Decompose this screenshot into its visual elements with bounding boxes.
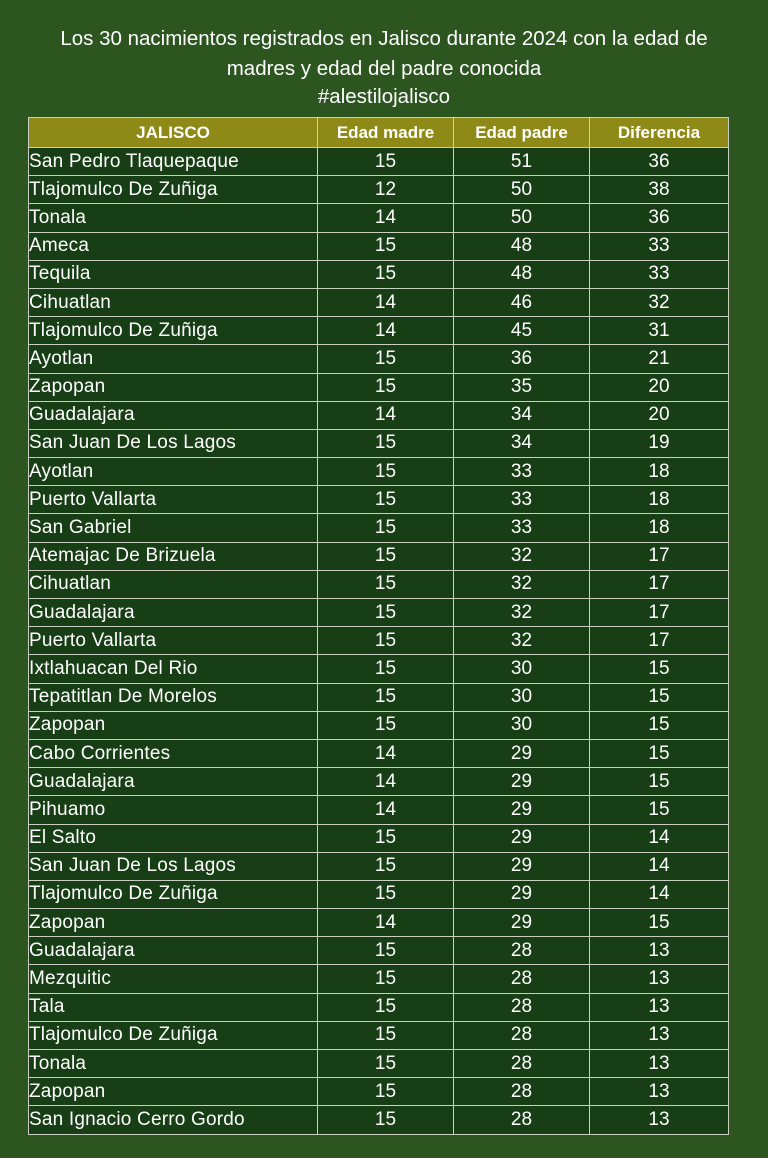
table-row [29,232,729,260]
cell-municipio: Zapopan [29,373,318,401]
cell-edad-madre: 15 [318,148,454,176]
cell-diferencia: 15 [590,711,729,739]
cell-municipio: Ayotlan [29,458,318,486]
cell-edad-madre: 15 [318,232,454,260]
cell-edad-padre: 29 [454,880,590,908]
cell-diferencia: 19 [590,429,729,457]
births-table [28,117,729,1135]
cell-municipio: Tepatitlan De Morelos [29,683,318,711]
cell-diferencia: 15 [590,683,729,711]
cell-edad-padre: 28 [454,937,590,965]
cell-edad-madre: 15 [318,711,454,739]
cell-diferencia: 13 [590,1021,729,1049]
cell-municipio: Tonala [29,204,318,232]
cell-diferencia: 20 [590,373,729,401]
table-row [29,627,729,655]
table-row [29,880,729,908]
cell-edad-padre: 50 [454,204,590,232]
cell-edad-padre: 34 [454,429,590,457]
cell-municipio: Zapopan [29,1078,318,1106]
cell-municipio: Tlajomulco De Zuñiga [29,1021,318,1049]
cell-diferencia: 18 [590,514,729,542]
cell-municipio: Guadalajara [29,599,318,627]
cell-diferencia: 14 [590,824,729,852]
cell-municipio: Cihuatlan [29,288,318,316]
table-row [29,260,729,288]
cell-municipio: Ixtlahuacan Del Rio [29,655,318,683]
cell-edad-padre: 32 [454,542,590,570]
cell-edad-madre: 12 [318,176,454,204]
cell-municipio: Tequila [29,260,318,288]
header-edad-padre: Edad padre [454,118,590,148]
cell-municipio: Mezquitic [29,965,318,993]
cell-diferencia: 14 [590,852,729,880]
cell-edad-madre: 14 [318,909,454,937]
cell-municipio: Tlajomulco De Zuñiga [29,317,318,345]
table-row [29,204,729,232]
cell-edad-padre: 28 [454,1050,590,1078]
cell-edad-madre: 15 [318,570,454,598]
cell-municipio: Cabo Corrientes [29,739,318,767]
cell-edad-madre: 15 [318,627,454,655]
cell-edad-madre: 15 [318,683,454,711]
cell-edad-padre: 29 [454,796,590,824]
cell-diferencia: 17 [590,599,729,627]
cell-edad-padre: 34 [454,401,590,429]
table-row [29,542,729,570]
cell-diferencia: 21 [590,345,729,373]
table-row [29,796,729,824]
cell-municipio: San Ignacio Cerro Gordo [29,1106,318,1134]
cell-diferencia: 33 [590,232,729,260]
table-row [29,486,729,514]
cell-diferencia: 15 [590,739,729,767]
cell-municipio: Guadalajara [29,937,318,965]
cell-municipio: San Gabriel [29,514,318,542]
cell-edad-madre: 15 [318,852,454,880]
cell-edad-padre: 28 [454,1021,590,1049]
cell-municipio: Cihuatlan [29,570,318,598]
table-row [29,993,729,1021]
cell-edad-madre: 15 [318,655,454,683]
cell-edad-madre: 15 [318,993,454,1021]
cell-edad-madre: 15 [318,965,454,993]
table-row [29,655,729,683]
cell-diferencia: 15 [590,796,729,824]
header-edad-madre: Edad madre [318,118,454,148]
cell-municipio: San Pedro Tlaquepaque [29,148,318,176]
table-row [29,1106,729,1134]
header-jalisco: JALISCO [29,118,318,148]
cell-edad-madre: 15 [318,599,454,627]
cell-diferencia: 17 [590,627,729,655]
cell-edad-padre: 28 [454,965,590,993]
cell-diferencia: 15 [590,768,729,796]
cell-diferencia: 14 [590,880,729,908]
header-row [29,118,729,148]
cell-edad-madre: 15 [318,1106,454,1134]
table-row [29,148,729,176]
table-row [29,458,729,486]
cell-edad-madre: 15 [318,486,454,514]
cell-edad-padre: 51 [454,148,590,176]
cell-edad-padre: 48 [454,260,590,288]
cell-edad-padre: 32 [454,627,590,655]
table-row [29,1050,729,1078]
cell-edad-padre: 45 [454,317,590,345]
cell-edad-madre: 15 [318,1050,454,1078]
cell-edad-padre: 35 [454,373,590,401]
cell-edad-padre: 29 [454,824,590,852]
cell-diferencia: 36 [590,204,729,232]
cell-edad-madre: 15 [318,937,454,965]
cell-diferencia: 20 [590,401,729,429]
hashtag: #alestilojalisco [317,85,451,108]
cell-municipio: Atemajac De Brizuela [29,542,318,570]
table-row [29,599,729,627]
cell-municipio: Tlajomulco De Zuñiga [29,176,318,204]
cell-diferencia: 13 [590,937,729,965]
cell-municipio: Puerto Vallarta [29,627,318,655]
cell-diferencia: 32 [590,288,729,316]
title-line-2: madres y edad del padre conocida [226,57,542,80]
cell-diferencia: 15 [590,655,729,683]
title-block [0,24,768,110]
cell-edad-madre: 14 [318,768,454,796]
cell-edad-padre: 29 [454,909,590,937]
cell-edad-padre: 32 [454,599,590,627]
table-row [29,514,729,542]
cell-diferencia: 18 [590,458,729,486]
table-row [29,909,729,937]
cell-diferencia: 15 [590,909,729,937]
table-row [29,739,729,767]
header-diferencia: Diferencia [590,118,729,148]
cell-municipio: Guadalajara [29,768,318,796]
cell-edad-padre: 29 [454,852,590,880]
cell-diferencia: 13 [590,965,729,993]
cell-edad-madre: 14 [318,317,454,345]
cell-diferencia: 13 [590,1078,729,1106]
cell-edad-padre: 33 [454,486,590,514]
cell-edad-padre: 30 [454,683,590,711]
cell-diferencia: 18 [590,486,729,514]
table-row [29,852,729,880]
cell-edad-padre: 33 [454,458,590,486]
table-row [29,570,729,598]
table-row [29,1078,729,1106]
cell-edad-padre: 33 [454,514,590,542]
cell-edad-madre: 14 [318,796,454,824]
cell-edad-madre: 15 [318,880,454,908]
cell-edad-padre: 36 [454,345,590,373]
cell-edad-madre: 15 [318,1078,454,1106]
cell-edad-padre: 28 [454,1106,590,1134]
cell-municipio: San Juan De Los Lagos [29,852,318,880]
cell-edad-madre: 15 [318,429,454,457]
table-row [29,768,729,796]
table-row [29,937,729,965]
table-row [29,429,729,457]
cell-edad-madre: 15 [318,542,454,570]
cell-municipio: Pihuamo [29,796,318,824]
cell-edad-padre: 28 [454,1078,590,1106]
table-row [29,965,729,993]
cell-municipio: Tala [29,993,318,1021]
cell-edad-padre: 50 [454,176,590,204]
title-line-1: Los 30 nacimientos registrados en Jalisco durante 2024 con la edad de [60,27,708,50]
cell-municipio: El Salto [29,824,318,852]
cell-municipio: Puerto Vallarta [29,486,318,514]
cell-edad-padre: 28 [454,993,590,1021]
cell-diferencia: 13 [590,993,729,1021]
table-row [29,711,729,739]
cell-diferencia: 33 [590,260,729,288]
cell-diferencia: 17 [590,570,729,598]
cell-municipio: Zapopan [29,711,318,739]
cell-diferencia: 17 [590,542,729,570]
cell-edad-madre: 14 [318,288,454,316]
cell-edad-madre: 15 [318,514,454,542]
cell-diferencia: 13 [590,1106,729,1134]
cell-edad-madre: 15 [318,260,454,288]
cell-edad-padre: 30 [454,711,590,739]
cell-edad-padre: 29 [454,739,590,767]
cell-municipio: Ayotlan [29,345,318,373]
cell-diferencia: 31 [590,317,729,345]
cell-diferencia: 38 [590,176,729,204]
cell-edad-madre: 15 [318,1021,454,1049]
table-row [29,683,729,711]
table-row [29,401,729,429]
cell-edad-madre: 14 [318,401,454,429]
cell-edad-padre: 29 [454,768,590,796]
cell-municipio: Zapopan [29,909,318,937]
cell-municipio: Guadalajara [29,401,318,429]
cell-edad-padre: 30 [454,655,590,683]
cell-edad-madre: 14 [318,739,454,767]
cell-municipio: Tlajomulco De Zuñiga [29,880,318,908]
table-row [29,288,729,316]
cell-edad-madre: 15 [318,824,454,852]
table-row [29,1021,729,1049]
cell-diferencia: 36 [590,148,729,176]
page-title [24,24,744,84]
table-row [29,373,729,401]
table-row [29,176,729,204]
cell-edad-madre: 15 [318,373,454,401]
cell-edad-padre: 48 [454,232,590,260]
cell-diferencia: 13 [590,1050,729,1078]
table-row [29,317,729,345]
cell-edad-madre: 15 [318,458,454,486]
cell-edad-madre: 15 [318,345,454,373]
table-body [29,148,729,1135]
cell-municipio: Ameca [29,232,318,260]
cell-municipio: San Juan De Los Lagos [29,429,318,457]
table-row [29,345,729,373]
cell-edad-padre: 32 [454,570,590,598]
cell-edad-padre: 46 [454,288,590,316]
cell-municipio: Tonala [29,1050,318,1078]
cell-edad-madre: 14 [318,204,454,232]
table-row [29,824,729,852]
